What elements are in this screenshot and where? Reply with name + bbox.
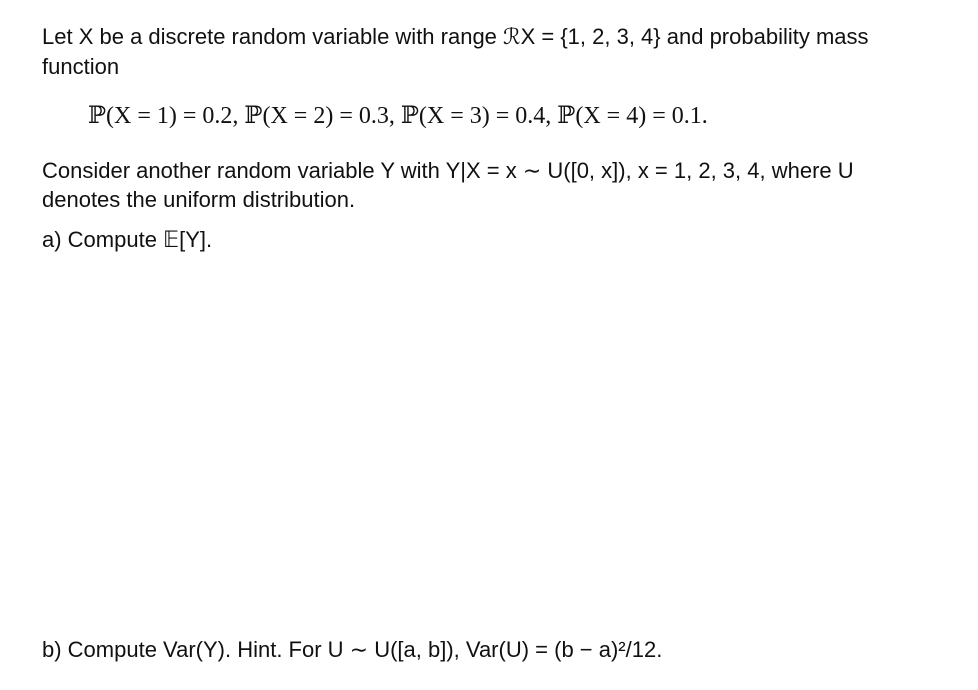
pmf-equation: ℙ(X = 1) = 0.2, ℙ(X = 2) = 0.3, ℙ(X = 3) = 0.4, ℙ(X = 4) = 0.1.	[88, 103, 708, 129]
intro-line-2: function	[42, 54, 120, 79]
intro-line-1: Let X be a discrete random variable with range ℛX = {1, 2, 3, 4} and probability mass	[42, 24, 869, 49]
consider-line-1: Consider another random variable Y with Y|X = x ∼ U([0, x]), x = 1, 2, 3, 4, where U	[42, 158, 854, 183]
consider-line-2: denotes the uniform distribution.	[42, 187, 356, 212]
part-b-question: b) Compute Var(Y). Hint. For U ∼ U([a, b]), Var(U) = (b − a)²/12.	[42, 637, 663, 662]
part-a-question: a) Compute 𝔼[Y].	[42, 227, 213, 252]
